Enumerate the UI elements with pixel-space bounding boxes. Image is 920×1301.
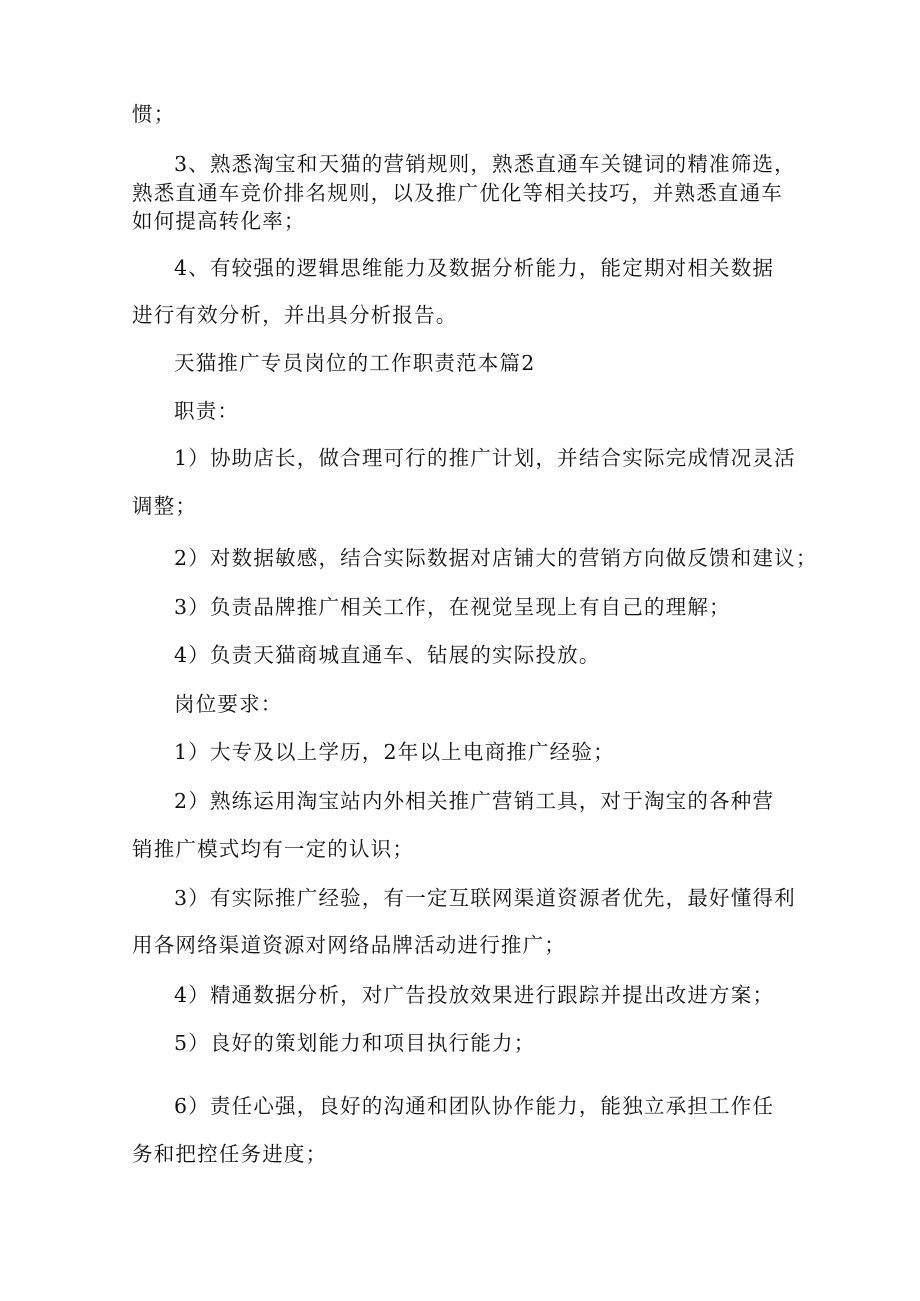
text-line: 1）大专及以上学历，2年以上电商推广经验； [174, 740, 615, 764]
text-line: 4、有较强的逻辑思维能力及数据分析能力，能定期对相关数据 [174, 256, 775, 280]
text-line: 2）对数据敏感，结合实际数据对店铺大的营销方向做反馈和建议； [174, 546, 818, 570]
section-heading: 天猫推广专员岗位的工作职责范本篇2 [174, 351, 536, 375]
text-line: 进行有效分析，并出具分析报告。 [132, 303, 458, 327]
text-line: 5）良好的策划能力和项目执行能力； [174, 1031, 536, 1055]
text-line: 销推广模式均有一定的认识； [132, 837, 415, 861]
text-line: 如何提高转化率； [132, 209, 306, 233]
text-line: 职责： [174, 399, 240, 423]
text-line: 4）负责天猫商城直通车、钻展的实际投放。 [174, 643, 601, 667]
text-line: 调整； [132, 494, 198, 518]
text-line: 3）有实际推广经验，有一定互联网渠道资源者优先，最好懂得利 [174, 886, 796, 910]
text-line: 务和把控任务进度； [132, 1142, 328, 1166]
text-line: 6）责任心强，良好的沟通和团队协作能力，能独立承担工作任 [174, 1094, 775, 1118]
text-line: 惯； [132, 102, 176, 126]
text-line: 3）负责品牌推广相关工作，在视觉呈现上有自己的理解； [174, 595, 731, 619]
text-line: 岗位要求： [174, 692, 283, 716]
text-line: 熟悉直通车竞价排名规则，以及推广优化等相关技巧，并熟悉直通车 [132, 181, 783, 205]
text-line: 3、熟悉淘宝和天猫的营销规则，熟悉直通车关键词的精准筛选， [174, 152, 796, 176]
text-line: 4）精通数据分析，对广告投放效果进行跟踪并提出改进方案； [174, 983, 775, 1007]
text-line: 用各网络渠道资源对网络品牌活动进行推广； [132, 933, 566, 957]
text-line: 2）熟练运用淘宝站内外相关推广营销工具，对于淘宝的各种营 [174, 789, 775, 813]
text-line: 1）协助店长，做合理可行的推广计划，并结合实际完成情况灵活 [174, 446, 796, 470]
